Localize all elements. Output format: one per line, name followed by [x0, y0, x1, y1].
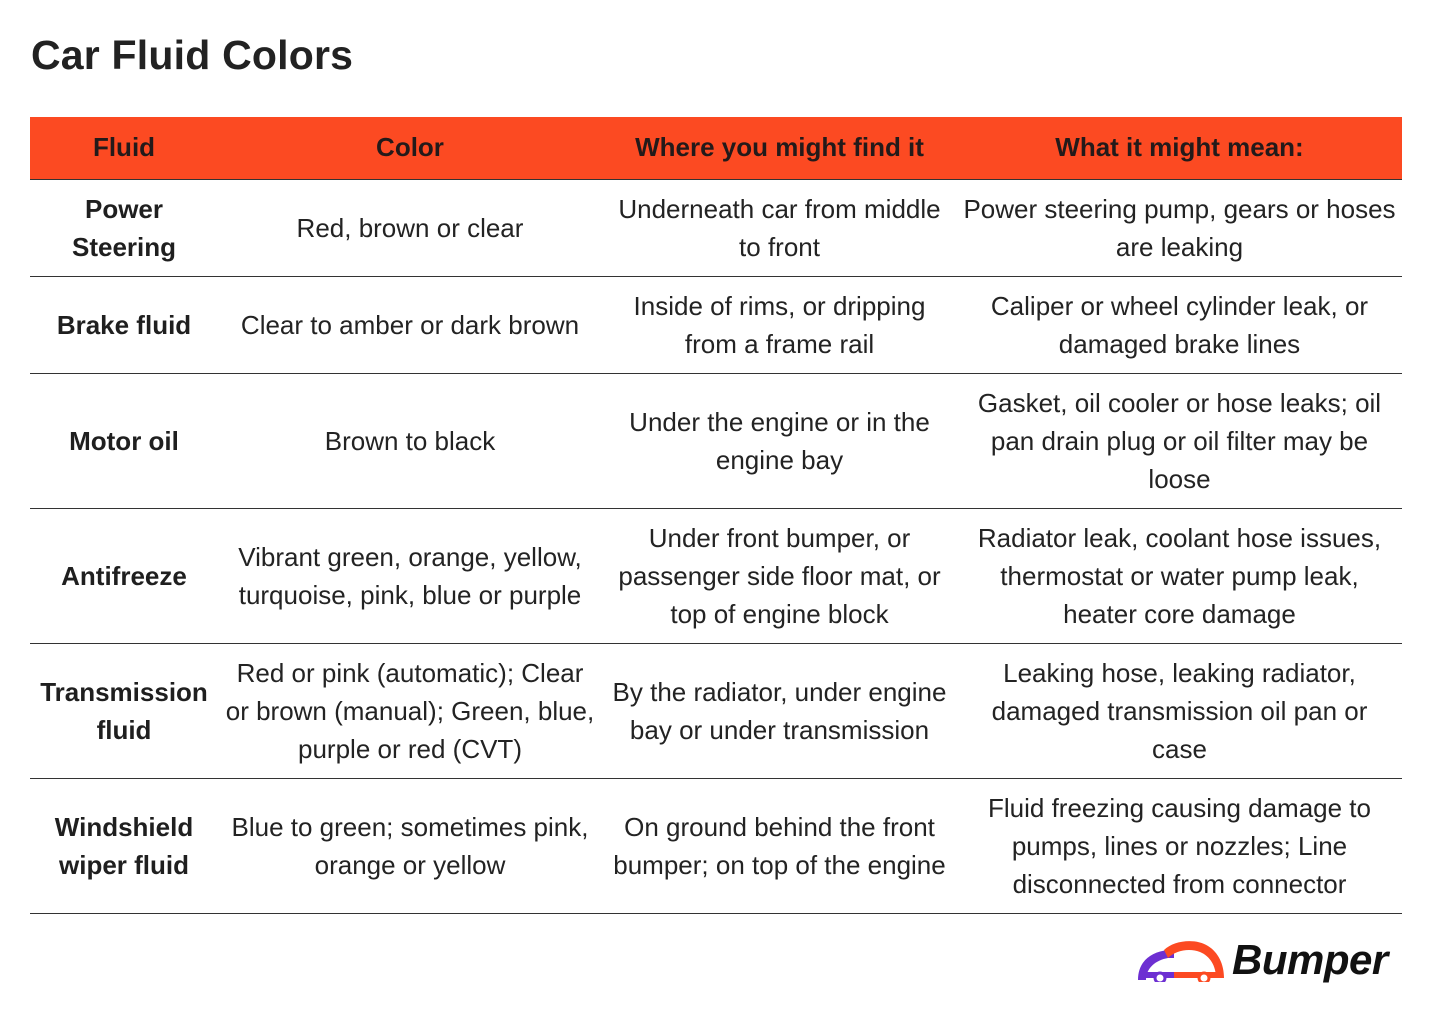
fluid-colors-table [30, 117, 1402, 914]
header-fluid: Fluid [30, 117, 218, 179]
table-row [30, 373, 1402, 508]
meaning-cell: Radiator leak, coolant hose issues, thermostat or water pump leak, heater core damage [957, 508, 1402, 643]
table-row [30, 778, 1402, 913]
table-row [30, 179, 1402, 276]
brand-name: Bumper [1232, 936, 1388, 983]
color-cell: Red or pink (automatic); Clear or brown (manual); Green, blue, purple or red (CVT) [218, 643, 602, 778]
color-cell: Red, brown or clear [218, 179, 602, 276]
color-cell: Blue to green; sometimes pink, orange or yellow [218, 778, 602, 913]
color-cell: Vibrant green, orange, yellow, turquoise, pink, blue or purple [218, 508, 602, 643]
fluid-cell: Motor oil [30, 373, 218, 508]
where-cell: Under the engine or in the engine bay [602, 373, 957, 508]
header-meaning: What it might mean: [957, 117, 1402, 179]
meaning-cell: Fluid freezing causing damage to pumps, lines or nozzles; Line disconnected from connector [957, 778, 1402, 913]
fluid-cell: Transmission fluid [30, 643, 218, 778]
page-title: Car Fluid Colors [31, 32, 354, 78]
header-where: Where you might find it [602, 117, 957, 179]
meaning-cell: Power steering pump, gears or hoses are leaking [957, 179, 1402, 276]
brand-logo [1134, 934, 1402, 986]
where-cell: Underneath car from middle to front [602, 179, 957, 276]
fluid-cell: Windshield wiper fluid [30, 778, 218, 913]
fluid-cell: Brake fluid [30, 276, 218, 373]
where-cell: Under front bumper, or passenger side floor mat, or top of engine block [602, 508, 957, 643]
meaning-cell: Caliper or wheel cylinder leak, or damaged brake lines [957, 276, 1402, 373]
table-body [30, 179, 1402, 913]
where-cell: By the radiator, under engine bay or under transmission [602, 643, 957, 778]
table-row [30, 508, 1402, 643]
meaning-cell: Gasket, oil cooler or hose leaks; oil pan drain plug or oil filter may be loose [957, 373, 1402, 508]
fluid-cell: Power Steering [30, 179, 218, 276]
color-cell: Brown to black [218, 373, 602, 508]
fluid-cell: Antifreeze [30, 508, 218, 643]
meaning-cell: Leaking hose, leaking radiator, damaged transmission oil pan or case [957, 643, 1402, 778]
table-row [30, 643, 1402, 778]
where-cell: Inside of rims, or dripping from a frame rail [602, 276, 957, 373]
color-cell: Clear to amber or dark brown [218, 276, 602, 373]
table-row [30, 276, 1402, 373]
table-header [30, 117, 1402, 179]
where-cell: On ground behind the front bumper; on top of the engine [602, 778, 957, 913]
car-logo-icon [1134, 938, 1226, 982]
header-color: Color [218, 117, 602, 179]
header-row [30, 117, 1402, 179]
